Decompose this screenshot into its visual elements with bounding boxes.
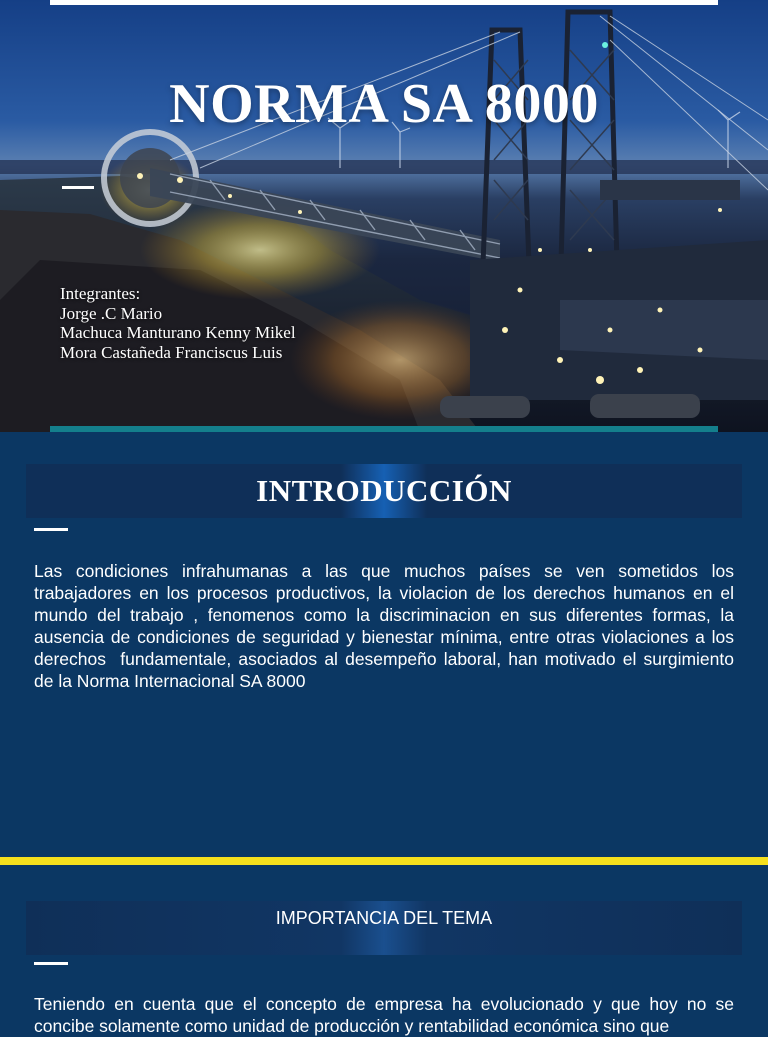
heading-banner (26, 901, 742, 955)
title-dash-divider (62, 186, 94, 189)
importance-heading: IMPORTANCIA DEL TEMA (275, 907, 493, 928)
introduction-heading: INTRODUCCIÓN (256, 473, 512, 508)
title-slide (0, 0, 768, 432)
members-list (60, 284, 296, 362)
slide-title: NORMA SA 8000 (169, 73, 599, 135)
introduction-slide (0, 432, 768, 856)
importance-slide (0, 865, 768, 1036)
importance-paragraph: Teniendo en cuenta que el concepto de empresa ha evolucionado y que hoy no se concibe solamente como unidad de producción y rentabilidad económica sino que (34, 994, 739, 1036)
slide-separator-bar (0, 857, 768, 865)
member-name: Machuca Manturano Kenny Mikel (60, 323, 296, 342)
member-name: Jorge .C Mario (60, 303, 163, 323)
members-heading: Integrantes: (60, 284, 141, 303)
member-name: Mora Castañeda Franciscus Luis (60, 342, 283, 362)
heading-dash-divider (34, 962, 68, 965)
heading-banner (26, 464, 742, 518)
heading-dash-divider (34, 528, 68, 531)
mining-excavator-photo (0, 0, 768, 432)
top-accent-bar (50, 0, 718, 5)
introduction-paragraph: Las condiciones infrahumanas a las que muchos países se ven sometidos los trabajadores en los procesos productivos, la violacion de los derechos humanos en el mundo del trabajo , fenomenos como la discriminacion en sus diferentes formas, la ausencia de condiciones de seguridad y bienestar mínima, entre otras violaciones a los derechos fundamentale, asociados al desempeño laboral, han motivado el surgimiento de la Norma Internacional SA 8000 (34, 561, 739, 691)
